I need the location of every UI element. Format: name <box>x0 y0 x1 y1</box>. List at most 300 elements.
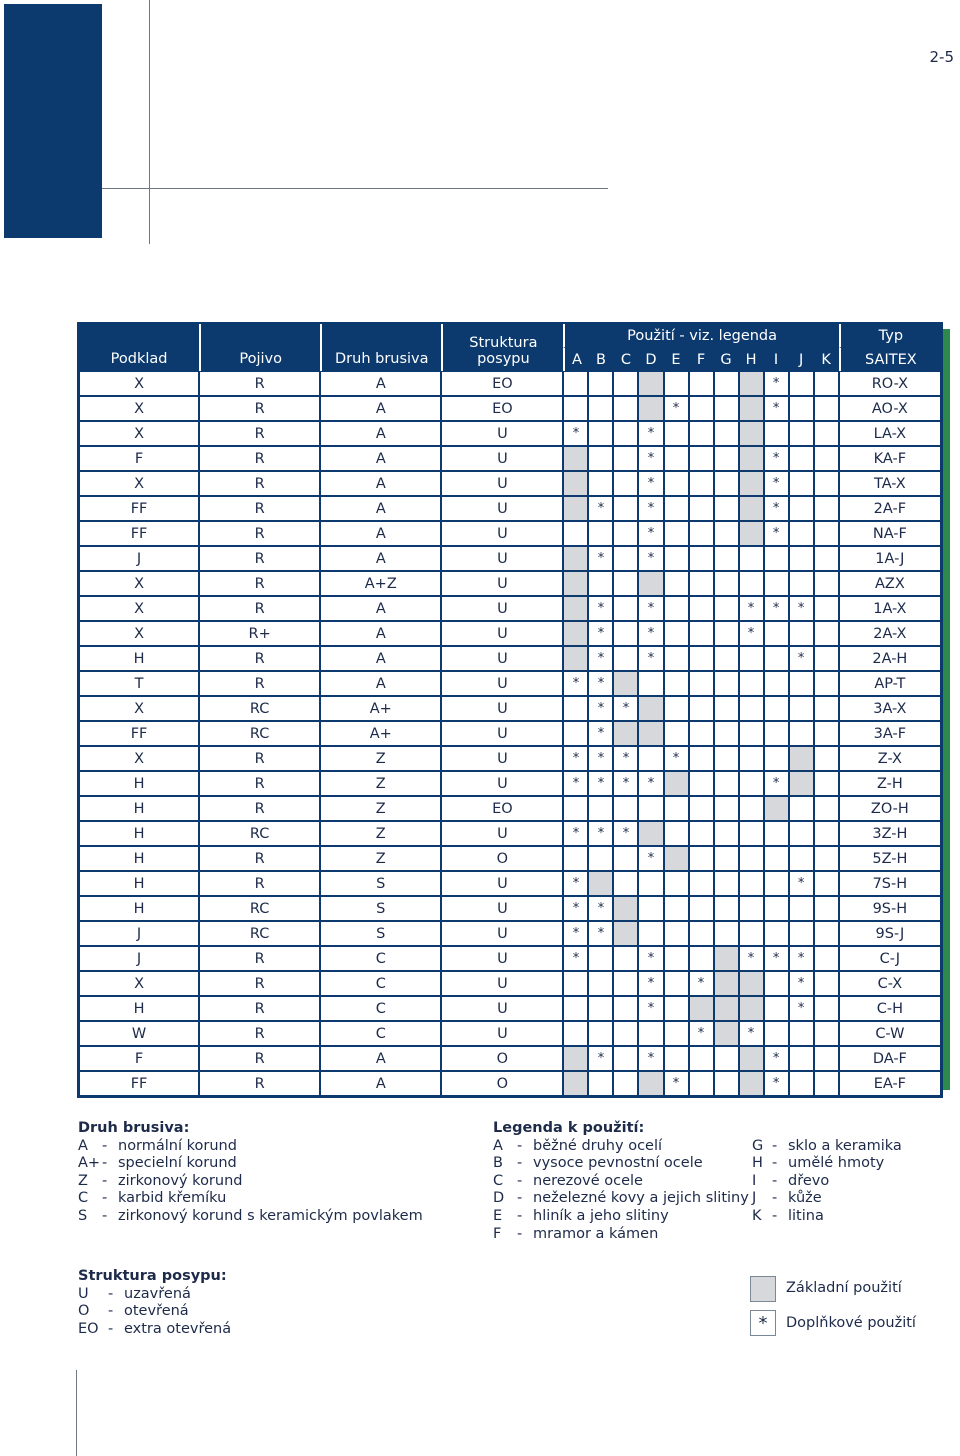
col-header-letter: H <box>739 348 764 371</box>
cell-use-empty <box>613 946 638 971</box>
cell-typ: RO-X <box>839 371 941 396</box>
cell-use-empty <box>739 546 764 571</box>
cell-podklad: H <box>79 846 199 871</box>
cell-use-empty <box>714 646 739 671</box>
cell-extra-use: * <box>664 396 689 421</box>
cell-use-empty <box>588 446 613 471</box>
cell-struktura: U <box>441 896 563 921</box>
cell-extra-use: * <box>638 496 663 521</box>
cell-basic-use <box>563 471 588 496</box>
cell-pojivo: R <box>199 371 320 396</box>
cell-use-empty <box>613 521 638 546</box>
cell-basic-use <box>714 971 739 996</box>
cell-druh-brusiva: S <box>320 871 441 896</box>
cell-use-empty <box>613 871 638 896</box>
cell-pojivo: RC <box>199 721 320 746</box>
cell-extra-use: * <box>764 471 789 496</box>
legend-text: specielní korund <box>118 1155 237 1172</box>
cell-basic-use <box>563 546 588 571</box>
cell-typ: 5Z-H <box>839 846 941 871</box>
cell-struktura: U <box>441 471 563 496</box>
cell-podklad: F <box>79 1046 199 1071</box>
cell-use-empty <box>664 871 689 896</box>
cell-pojivo: R <box>199 871 320 896</box>
cell-basic-use <box>739 521 764 546</box>
legend-sep: - <box>102 1155 108 1172</box>
cell-use-empty <box>613 571 638 596</box>
cell-basic-use <box>789 746 814 771</box>
cell-druh-brusiva: A <box>320 546 441 571</box>
cell-use-empty <box>689 596 714 621</box>
cell-extra-use: * <box>563 821 588 846</box>
cell-use-empty <box>664 621 689 646</box>
cell-use-empty <box>714 396 739 421</box>
cell-podklad: X <box>79 571 199 596</box>
table-row <box>79 446 941 471</box>
legend-text: karbid křemíku <box>118 1190 227 1207</box>
cell-use-empty <box>739 771 764 796</box>
cell-podklad: X <box>79 696 199 721</box>
cell-extra-use: * <box>563 921 588 946</box>
cell-use-empty <box>714 371 739 396</box>
cell-use-empty <box>789 446 814 471</box>
cell-use-empty <box>689 896 714 921</box>
cell-use-empty <box>814 796 839 821</box>
cell-extra-use: * <box>613 771 638 796</box>
cell-extra-use: * <box>789 646 814 671</box>
cell-typ: ZO-H <box>839 796 941 821</box>
cell-typ: EA-F <box>839 1071 941 1096</box>
cell-use-empty <box>714 471 739 496</box>
cell-druh-brusiva: A <box>320 496 441 521</box>
cell-use-empty <box>588 571 613 596</box>
cell-typ: AO-X <box>839 396 941 421</box>
cell-use-empty <box>814 521 839 546</box>
legend-text: sklo a keramika <box>788 1137 902 1154</box>
cell-basic-use <box>563 571 588 596</box>
cell-use-empty <box>764 671 789 696</box>
cell-pojivo: R <box>199 571 320 596</box>
table-row <box>79 596 941 621</box>
legend-code: F <box>493 1225 502 1242</box>
legend-sep: - <box>517 1137 523 1154</box>
cell-use-empty <box>814 1046 839 1071</box>
cell-podklad: X <box>79 421 199 446</box>
cell-use-empty <box>638 921 663 946</box>
cell-basic-use <box>739 396 764 421</box>
table-row <box>79 746 941 771</box>
cell-typ: 3Z-H <box>839 821 941 846</box>
cell-extra-use: * <box>588 771 613 796</box>
cell-struktura: EO <box>441 396 563 421</box>
table-row <box>79 621 941 646</box>
legend-text: dřevo <box>788 1172 830 1189</box>
cell-use-empty <box>814 671 839 696</box>
cell-use-empty <box>689 396 714 421</box>
cell-use-empty <box>638 896 663 921</box>
cell-use-empty <box>764 1021 789 1046</box>
legend-sep: - <box>108 1320 114 1337</box>
cell-extra-use: * <box>638 771 663 796</box>
legend-text: otevřená <box>124 1303 189 1320</box>
cell-extra-use: * <box>563 671 588 696</box>
cell-pojivo: R <box>199 1071 320 1096</box>
cell-typ: C-X <box>839 971 941 996</box>
legend-sep: - <box>517 1155 523 1172</box>
cell-basic-use <box>638 571 663 596</box>
cell-use-empty <box>714 1046 739 1071</box>
cell-pojivo: R <box>199 846 320 871</box>
cell-pojivo: R <box>199 946 320 971</box>
col-header-letter: I <box>764 348 789 371</box>
cell-druh-brusiva: A <box>320 421 441 446</box>
cell-basic-use <box>739 371 764 396</box>
cell-use-empty <box>789 796 814 821</box>
table-row <box>79 946 941 971</box>
cell-extra-use: * <box>739 621 764 646</box>
cell-podklad: W <box>79 1021 199 1046</box>
cell-basic-use <box>588 871 613 896</box>
cell-pojivo: RC <box>199 921 320 946</box>
cell-use-empty <box>714 796 739 821</box>
cell-pojivo: R+ <box>199 621 320 646</box>
cell-use-empty <box>814 746 839 771</box>
cell-basic-use <box>563 1046 588 1071</box>
cell-typ: KA-F <box>839 446 941 471</box>
legend-sep: - <box>517 1190 523 1207</box>
cell-druh-brusiva: A+Z <box>320 571 441 596</box>
cell-use-empty <box>689 871 714 896</box>
cell-use-empty <box>613 421 638 446</box>
cell-extra-use: * <box>588 746 613 771</box>
cell-use-empty <box>664 1021 689 1046</box>
cell-use-empty <box>638 871 663 896</box>
cell-use-empty <box>664 521 689 546</box>
cell-basic-use <box>789 771 814 796</box>
cell-basic-use <box>563 446 588 471</box>
cell-use-empty <box>664 896 689 921</box>
table-row <box>79 571 941 596</box>
table-row <box>79 871 941 896</box>
cell-use-empty <box>789 471 814 496</box>
cell-druh-brusiva: A <box>320 446 441 471</box>
legend-pouziti-col2 <box>752 1138 902 1226</box>
cell-use-empty <box>588 996 613 1021</box>
col-header-pojivo: Pojivo <box>199 324 320 371</box>
cell-use-empty <box>563 696 588 721</box>
cell-use-empty <box>613 796 638 821</box>
cell-extra-use: * <box>588 646 613 671</box>
cell-druh-brusiva: A <box>320 371 441 396</box>
cell-use-empty <box>689 621 714 646</box>
legend-code: G <box>752 1137 764 1154</box>
cell-typ: C-W <box>839 1021 941 1046</box>
cell-use-empty <box>789 571 814 596</box>
cell-use-empty <box>664 996 689 1021</box>
cell-use-empty <box>764 721 789 746</box>
cell-use-empty <box>563 396 588 421</box>
cell-podklad: X <box>79 596 199 621</box>
cell-basic-use <box>563 646 588 671</box>
cell-use-empty <box>764 696 789 721</box>
table-row <box>79 1046 941 1071</box>
cell-use-empty <box>789 1071 814 1096</box>
cell-podklad: F <box>79 446 199 471</box>
cell-basic-use <box>638 396 663 421</box>
table-row <box>79 971 941 996</box>
cell-use-empty <box>664 1046 689 1071</box>
cell-use-empty <box>714 721 739 746</box>
legend-sep: - <box>517 1207 523 1224</box>
col-header-letter: C <box>613 348 638 371</box>
legend-item <box>78 1303 231 1321</box>
cell-extra-use: * <box>588 896 613 921</box>
legend-item <box>752 1208 902 1226</box>
legend-text: hliník a jeho slitiny <box>533 1207 669 1224</box>
cell-struktura: O <box>441 1071 563 1096</box>
cell-struktura: O <box>441 1046 563 1071</box>
cell-pojivo: R <box>199 521 320 546</box>
legend-code: D <box>493 1190 505 1207</box>
cell-druh-brusiva: C <box>320 971 441 996</box>
cell-druh-brusiva: A <box>320 521 441 546</box>
cell-use-empty <box>814 421 839 446</box>
table-row <box>79 1021 941 1046</box>
cell-use-empty <box>588 1071 613 1096</box>
cell-use-empty <box>689 371 714 396</box>
cell-extra-use: * <box>563 871 588 896</box>
cell-basic-use <box>714 1021 739 1046</box>
legend-pouziti <box>493 1120 749 1243</box>
cell-pojivo: RC <box>199 896 320 921</box>
cell-basic-use <box>613 671 638 696</box>
cell-use-empty <box>739 846 764 871</box>
cell-use-empty <box>638 796 663 821</box>
cell-extra-use: * <box>613 746 638 771</box>
legend-text: litina <box>788 1207 824 1224</box>
cell-struktura: U <box>441 821 563 846</box>
legend-text: extra otevřená <box>124 1320 232 1337</box>
cell-use-empty <box>714 821 739 846</box>
cell-typ: C-H <box>839 996 941 1021</box>
col-header-letter: D <box>638 348 663 371</box>
cell-use-empty <box>563 371 588 396</box>
legend-sep: - <box>102 1172 108 1189</box>
cell-extra-use: * <box>764 596 789 621</box>
cell-basic-use <box>613 896 638 921</box>
col-header-struktura: Struktura posypu <box>441 324 563 371</box>
cell-struktura: U <box>441 771 563 796</box>
cell-use-empty <box>814 396 839 421</box>
cell-druh-brusiva: Z <box>320 796 441 821</box>
cell-use-empty <box>664 646 689 671</box>
legend-code: B <box>493 1155 503 1172</box>
cell-use-empty <box>789 1046 814 1071</box>
cell-use-empty <box>714 546 739 571</box>
cell-struktura: U <box>441 446 563 471</box>
cell-use-empty <box>689 796 714 821</box>
legend-item <box>78 1138 423 1156</box>
cell-use-empty <box>714 621 739 646</box>
cell-use-empty <box>814 921 839 946</box>
legend-sep: - <box>102 1207 108 1224</box>
legend-item <box>752 1138 902 1156</box>
cell-struktura: EO <box>441 796 563 821</box>
cell-extra-use: * <box>764 446 789 471</box>
cell-use-empty <box>814 446 839 471</box>
cell-podklad: X <box>79 621 199 646</box>
cell-use-empty <box>714 496 739 521</box>
cell-use-empty <box>664 596 689 621</box>
cell-druh-brusiva: A <box>320 471 441 496</box>
legend-item <box>78 1321 231 1339</box>
cell-use-empty <box>764 821 789 846</box>
cell-podklad: H <box>79 996 199 1021</box>
cell-extra-use: * <box>588 721 613 746</box>
cell-druh-brusiva: Z <box>320 771 441 796</box>
cell-use-empty <box>664 471 689 496</box>
cell-podklad: X <box>79 971 199 996</box>
cell-basic-use <box>739 996 764 1021</box>
cell-podklad: J <box>79 946 199 971</box>
cell-extra-use: * <box>588 671 613 696</box>
cell-typ: C-J <box>839 946 941 971</box>
cell-struktura: U <box>441 596 563 621</box>
legend-item <box>493 1138 749 1156</box>
cell-use-empty <box>814 871 839 896</box>
cell-extra-use: * <box>588 696 613 721</box>
cell-use-empty <box>613 996 638 1021</box>
cell-druh-brusiva: A <box>320 596 441 621</box>
legend-code: E <box>493 1207 503 1224</box>
cell-pojivo: R <box>199 771 320 796</box>
cell-podklad: FF <box>79 721 199 746</box>
cell-pojivo: R <box>199 671 320 696</box>
cell-pojivo: R <box>199 446 320 471</box>
cell-use-empty <box>764 871 789 896</box>
cell-use-empty <box>714 446 739 471</box>
col-header-letter: K <box>814 348 839 371</box>
legend-code: J <box>752 1190 757 1207</box>
cell-struktura: U <box>441 646 563 671</box>
basic-use-label: Základní použití <box>786 1280 902 1296</box>
cell-typ: Z-X <box>839 746 941 771</box>
cell-use-empty <box>789 421 814 446</box>
cell-use-empty <box>714 1071 739 1096</box>
cell-use-empty <box>588 421 613 446</box>
cell-struktura: U <box>441 946 563 971</box>
table-row <box>79 696 941 721</box>
cell-basic-use <box>563 621 588 646</box>
cell-use-empty <box>814 471 839 496</box>
cell-use-empty <box>739 821 764 846</box>
cell-struktura: U <box>441 921 563 946</box>
cell-use-empty <box>613 446 638 471</box>
cell-use-empty <box>689 1071 714 1096</box>
cell-use-empty <box>814 571 839 596</box>
cell-struktura: U <box>441 871 563 896</box>
cell-druh-brusiva: A+ <box>320 721 441 746</box>
col-header-pouziti: Použití - viz. legenda <box>563 324 838 348</box>
cell-typ: 9S-H <box>839 896 941 921</box>
cell-use-empty <box>739 796 764 821</box>
cell-basic-use <box>613 921 638 946</box>
legend-struktura <box>78 1268 231 1338</box>
cell-use-empty <box>613 846 638 871</box>
cell-extra-use: * <box>789 596 814 621</box>
cell-struktura: O <box>441 846 563 871</box>
table-row <box>79 471 941 496</box>
cell-pojivo: R <box>199 471 320 496</box>
cell-druh-brusiva: Z <box>320 746 441 771</box>
cell-use-empty <box>588 371 613 396</box>
cell-use-empty <box>588 846 613 871</box>
cell-use-empty <box>613 1046 638 1071</box>
cell-extra-use: * <box>789 946 814 971</box>
extra-use-swatch: * <box>750 1310 776 1336</box>
cell-use-empty <box>638 1021 663 1046</box>
cell-use-empty <box>613 471 638 496</box>
col-header-saitex: SAITEX <box>839 348 941 371</box>
legend-text: běžné druhy ocelí <box>533 1137 663 1154</box>
cell-typ: Z-H <box>839 771 941 796</box>
table-row <box>79 646 941 671</box>
cell-extra-use: * <box>588 1046 613 1071</box>
cell-use-empty <box>814 971 839 996</box>
cell-use-empty <box>664 721 689 746</box>
cell-use-empty <box>789 846 814 871</box>
legend-item <box>752 1155 902 1173</box>
table-row <box>79 521 941 546</box>
cell-use-empty <box>588 1021 613 1046</box>
cell-extra-use: * <box>689 1021 714 1046</box>
table-row <box>79 421 941 446</box>
cell-use-empty <box>563 846 588 871</box>
cell-use-empty <box>714 921 739 946</box>
cell-struktura: U <box>441 521 563 546</box>
legend-item <box>493 1208 749 1226</box>
legend-code: A <box>78 1137 88 1154</box>
cell-use-empty <box>814 946 839 971</box>
cell-typ: 2A-X <box>839 621 941 646</box>
cell-use-empty <box>689 496 714 521</box>
legend-text: vysoce pevnostní ocele <box>533 1155 703 1172</box>
cell-use-empty <box>613 546 638 571</box>
cell-pojivo: R <box>199 1021 320 1046</box>
legend-item <box>752 1173 902 1191</box>
table-row <box>79 771 941 796</box>
cell-extra-use: * <box>638 646 663 671</box>
cell-extra-use: * <box>588 621 613 646</box>
cell-extra-use: * <box>664 1071 689 1096</box>
legend-druh-brusiva <box>78 1120 423 1226</box>
cell-use-empty <box>764 996 789 1021</box>
legend-item <box>78 1155 423 1173</box>
cell-typ: DA-F <box>839 1046 941 1071</box>
extra-use-label: Doplňkové použití <box>786 1315 916 1331</box>
cell-use-empty <box>814 771 839 796</box>
cell-typ: 7S-H <box>839 871 941 896</box>
cell-podklad: T <box>79 671 199 696</box>
cell-use-empty <box>613 496 638 521</box>
cell-use-empty <box>764 746 789 771</box>
cell-use-empty <box>664 371 689 396</box>
divider-line <box>102 188 608 189</box>
legend-item <box>78 1190 423 1208</box>
cell-typ: AZX <box>839 571 941 596</box>
cell-use-empty <box>664 421 689 446</box>
cell-struktura: U <box>441 671 563 696</box>
